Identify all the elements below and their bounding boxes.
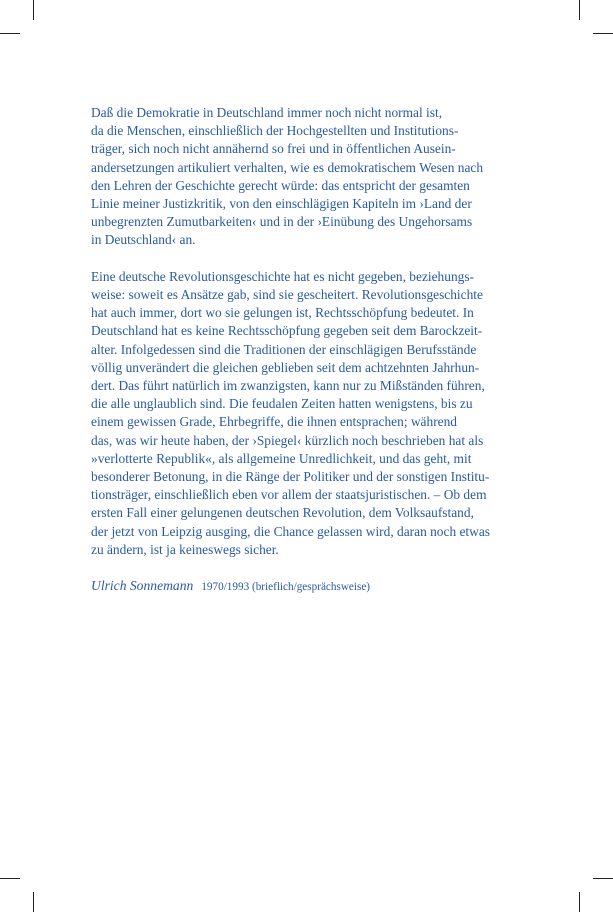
text-line: »verlotterte Republik«, als allgemeine Unredlichkeit, und das geht, mit [91, 450, 472, 466]
text-line: den Lehren der Geschichte gerecht würde: das entspricht der gesamten [91, 177, 470, 193]
text-line: Eine deutsche Revolutionsgeschichte hat es nicht gegeben, beziehungs- [91, 268, 474, 284]
text-line: Daß die Demokratie in Deutschland immer noch nicht normal ist, [91, 105, 443, 120]
crop-mark [593, 878, 613, 879]
text-line: tionsträger, einschließlich eben vor allem der staatsjuristischen. – Ob dem [91, 487, 487, 503]
text-line: dert. Das führt natürlich im zwanzigsten, kann nur zu Mißständen führen, [91, 378, 485, 394]
crop-mark [0, 33, 20, 34]
text-line: Linie meiner Justizkritik, von den einschlägigen Kapiteln im ›Land der [91, 196, 472, 212]
text-line: besonderer Betonung, in die Ränge der Politiker und der sonstigen Institu- [91, 469, 490, 485]
crop-mark [33, 892, 34, 912]
text-line: ersten Fall einer gelungenen deutschen Revolution, dem Volksaufstand, [91, 505, 474, 521]
author-name: Ulrich Sonnemann [91, 578, 194, 594]
text-line: andersetzungen artikuliert verhalten, wie es demokratischem Wesen nach [91, 159, 484, 175]
text-line: in Deutschland‹ an. [91, 232, 196, 248]
text-line: der jetzt von Leipzig ausging, die Chance gelassen wird, daran noch etwas [91, 523, 490, 539]
text-line: da die Menschen, einschließlich der Hochgestellten und Institutions- [91, 123, 459, 139]
source-note: 1970/1993 (brieflich/gesprächsweise) [201, 581, 371, 594]
paragraph-2 [91, 268, 521, 559]
text-line: träger, sich noch nicht annähernd so frei und in öffentlichen Ausein- [91, 141, 456, 157]
text-line: die alle unglaublich sind. Die feudalen Zeiten hatten wenigstens, bis zu [91, 396, 473, 412]
crop-mark [593, 33, 613, 34]
paragraph-gap [91, 250, 521, 268]
text-line: alter. Infolgedessen sind die Traditionen der einschlägigen Berufsstände [91, 341, 477, 357]
text-line: unbegrenzten Zumutbarkeiten‹ und in der ›Einübung des Ungehorsams [91, 214, 473, 230]
text-line: Deutschland hat es keine Rechtsschöpfung gegeben seit dem Barockzeit- [91, 323, 483, 339]
crop-mark [33, 0, 34, 20]
crop-mark [579, 0, 580, 20]
crop-mark [579, 892, 580, 912]
text-line: zu ändern, ist ja keineswegs sicher. [91, 541, 279, 557]
text-block [91, 104, 521, 596]
crop-mark [0, 878, 20, 879]
text-line: einem gewissen Grade, Ehrbegriffe, die ihnen entsprachen; während [91, 414, 457, 430]
signature [91, 577, 521, 596]
text-line: das, was wir heute haben, der ›Spiegel‹ kürzlich noch beschrieben hat als [91, 432, 484, 448]
text-line: hat auch immer, dort wo sie gelungen ist, Rechtsschöpfung bedeutet. In [91, 305, 474, 321]
text-line: weise: soweit es Ansätze gab, sind sie gescheitert. Revolutionsgeschichte [91, 287, 483, 303]
paragraph-1 [91, 104, 521, 250]
text-line: völlig unverändert die gleichen geblieben seit dem achtzehnten Jahrhun- [91, 359, 480, 375]
